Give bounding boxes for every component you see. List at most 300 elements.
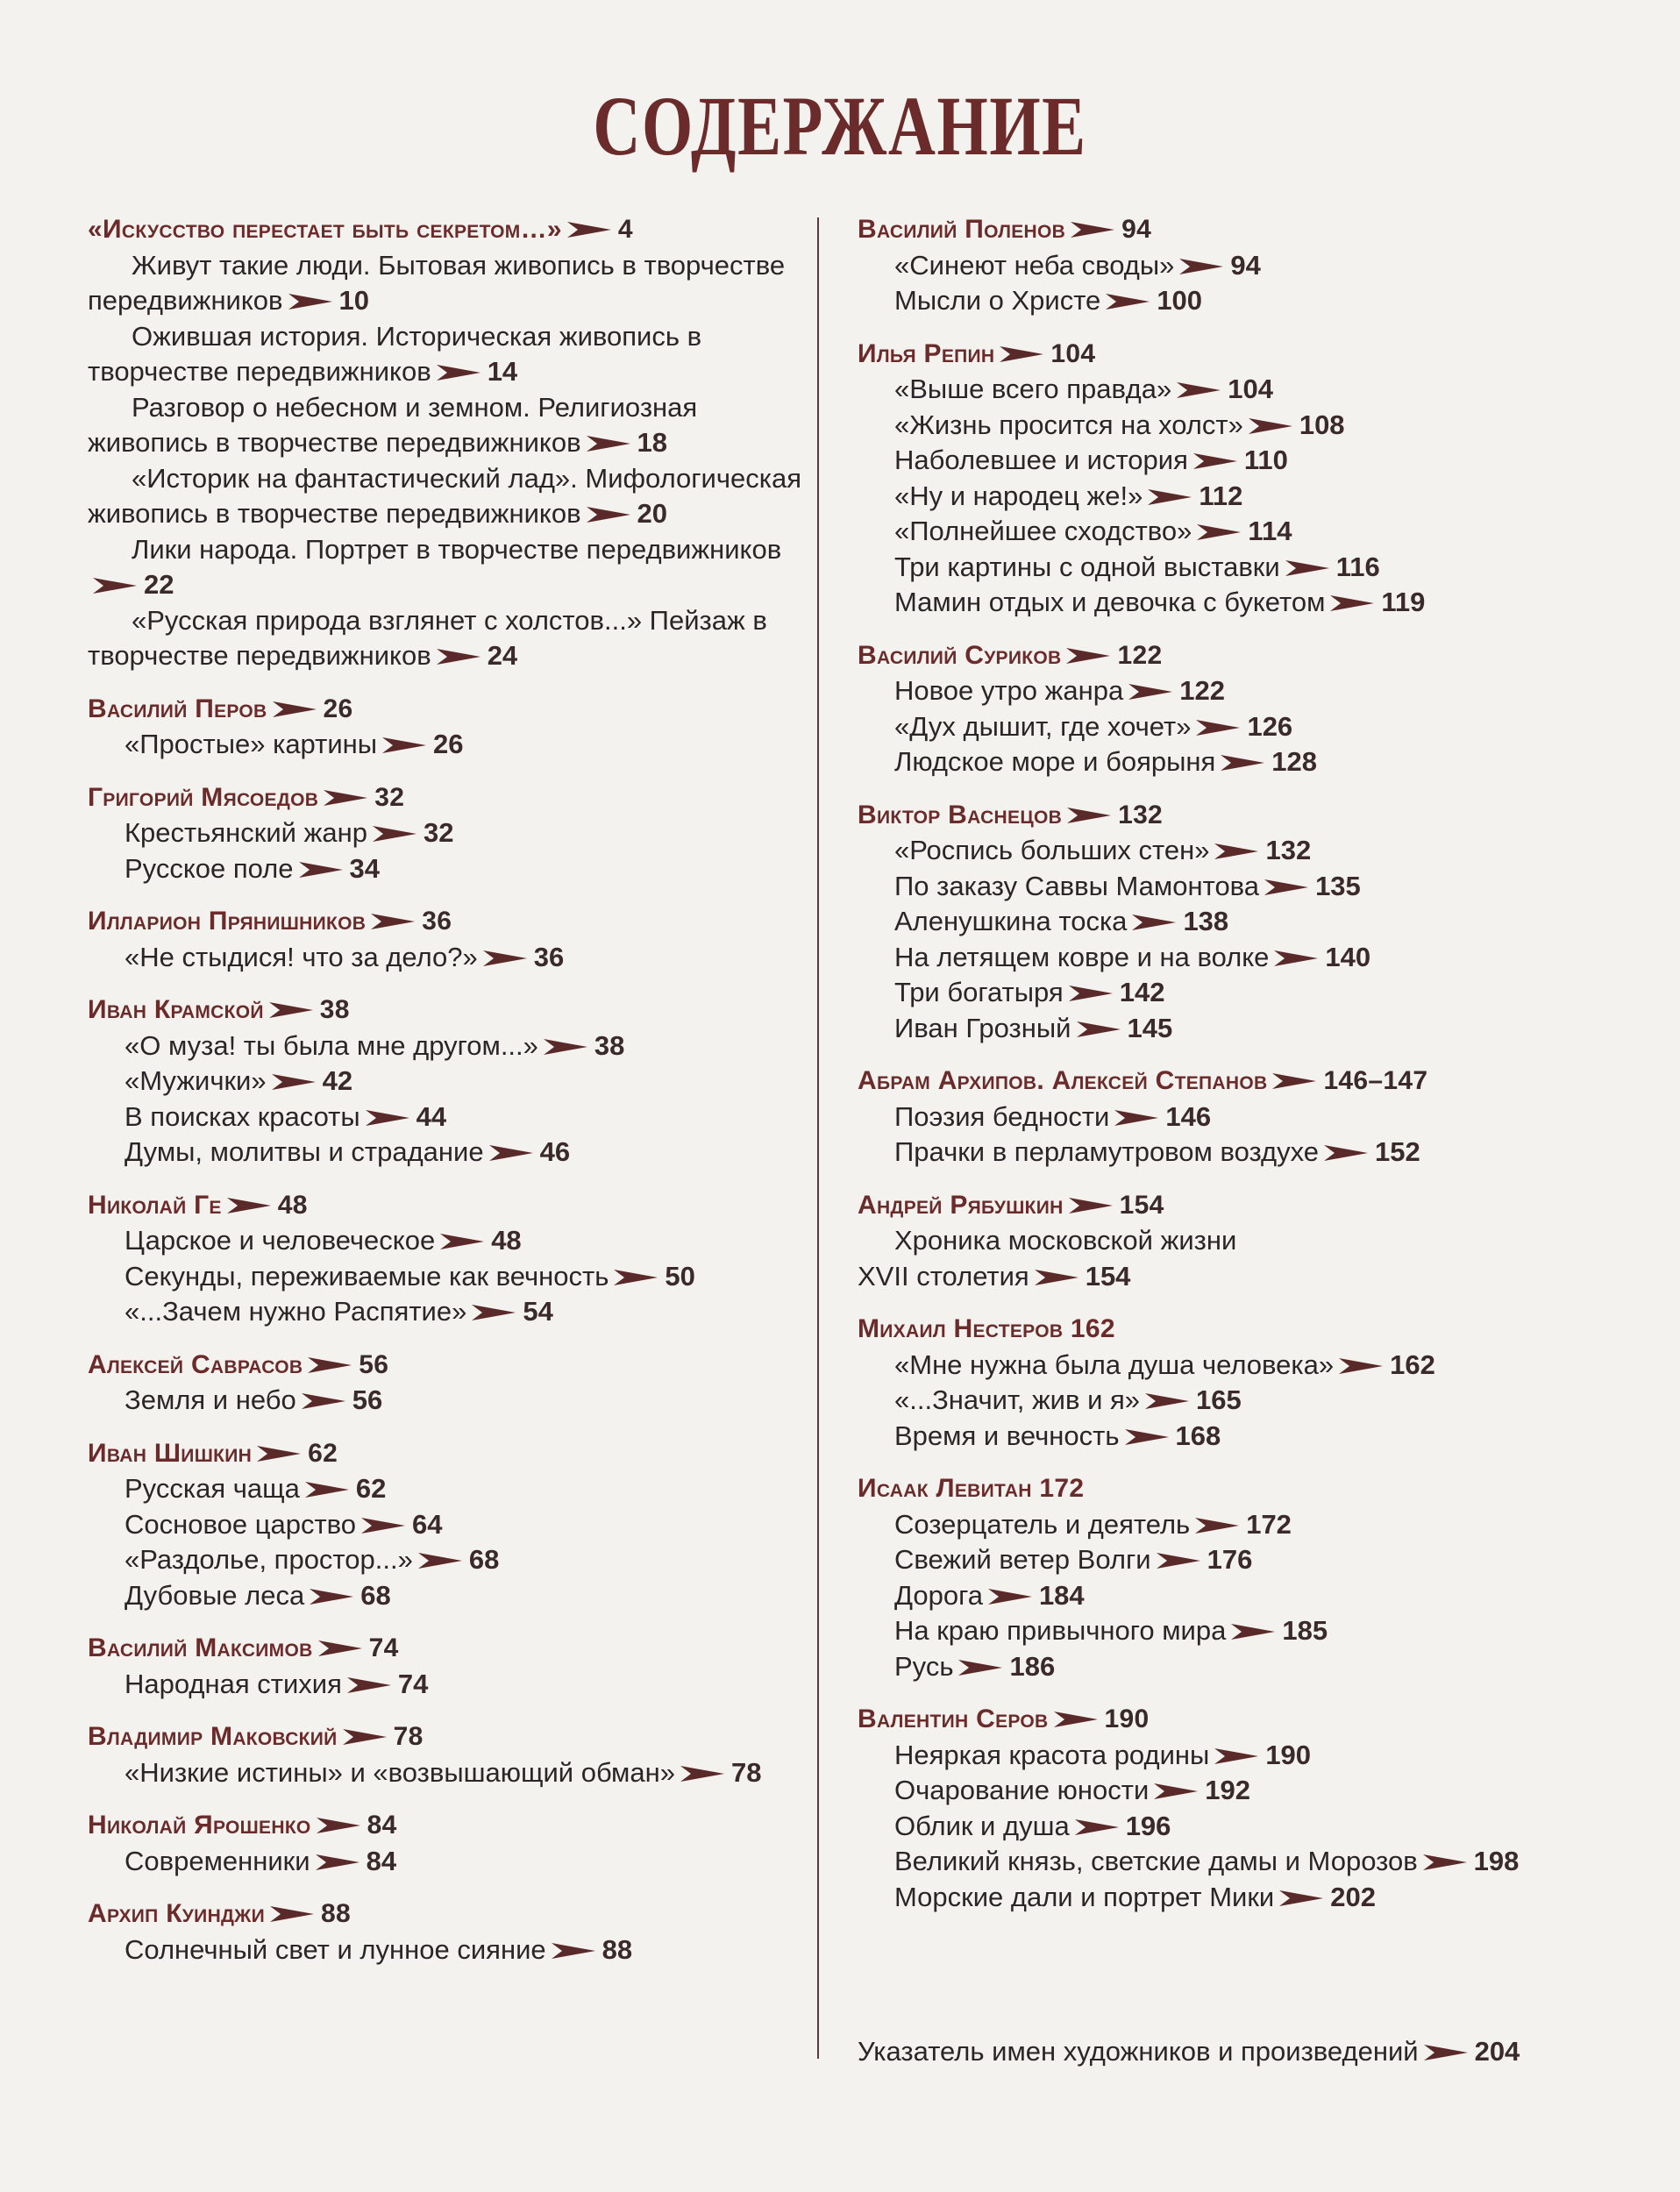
toc-entry[interactable]: [858, 248, 1620, 284]
arrowhead-icon: [373, 824, 416, 843]
page-number: 104: [1228, 374, 1273, 404]
page-number: 74: [397, 1668, 429, 1699]
toc-entry[interactable]: [88, 248, 815, 319]
page-number: 196: [1125, 1810, 1171, 1841]
arrowhead-icon: [587, 434, 630, 453]
toc-section-heading[interactable]: [858, 1312, 1620, 1348]
arrowhead-icon: [544, 1037, 587, 1057]
toc-section-heading[interactable]: [88, 1188, 815, 1224]
arrowhead-icon: [1272, 1071, 1316, 1091]
entry-title: Григорий Мясоедов: [88, 782, 319, 812]
arrowhead-icon: [288, 292, 332, 311]
page-number: 184: [1038, 1579, 1085, 1611]
arrowhead-icon: [587, 505, 630, 524]
arrowhead-icon: [308, 1356, 352, 1375]
toc-section: [88, 1348, 815, 1419]
toc-entry[interactable]: [88, 1383, 815, 1419]
toc-entry[interactable]: [88, 319, 815, 390]
toc-entry[interactable]: [858, 443, 1620, 479]
entry-title: Солнечный свет и лунное сияние: [125, 1933, 546, 1965]
page-number: 162: [1390, 1349, 1435, 1380]
page-number: 78: [393, 1722, 424, 1751]
entry-title: Три богатыря: [894, 977, 1064, 1007]
toc-section-heading[interactable]: [858, 638, 1620, 674]
page-number: 114: [1248, 516, 1292, 546]
toc-entry[interactable]: [858, 1880, 1620, 1916]
arrowhead-icon: [93, 576, 137, 595]
entry-title: Мамин отдых и девочка с букетом: [894, 587, 1326, 617]
entry-title: «Раздолье, простор...»: [125, 1544, 413, 1575]
arrowhead-icon: [1075, 1818, 1119, 1837]
entry-title: «Не стыдися! что за дело?»: [125, 941, 478, 972]
toc-entry[interactable]: [858, 975, 1620, 1011]
toc-section-heading[interactable]: [88, 1719, 815, 1755]
entry-title: Иван Крамской: [88, 995, 264, 1024]
toc-section-heading[interactable]: [858, 798, 1620, 834]
entry-title: Абрам Архипов. Алексей Степанов: [858, 1066, 1268, 1095]
toc-entry[interactable]: [858, 744, 1620, 780]
page-number: 176: [1207, 1544, 1253, 1575]
toc-entry[interactable]: [88, 532, 815, 603]
arrowhead-icon: [1071, 220, 1114, 239]
page-number: 100: [1157, 285, 1203, 316]
arrowhead-icon: [273, 700, 317, 719]
toc-entry[interactable]: [858, 1738, 1620, 1774]
page-number: 119: [1381, 587, 1426, 617]
entry-title: Аленушкина тоска: [894, 906, 1128, 936]
arrowhead-icon: [552, 1941, 595, 1961]
page-number: 146–147: [1323, 1066, 1428, 1095]
arrowhead-icon: [1339, 1356, 1383, 1376]
toc-entry[interactable]: [88, 1135, 815, 1171]
arrowhead-icon: [1035, 1268, 1078, 1287]
toc-section: [858, 1188, 1620, 1295]
entry-title: «Роспись больших стен»: [894, 835, 1210, 865]
entry-title: «...Значит, жив и я»: [894, 1384, 1141, 1415]
entry-title: На краю привычного мира: [894, 1615, 1227, 1646]
arrowhead-icon: [1106, 292, 1150, 311]
page-number: 128: [1271, 746, 1318, 777]
toc-entry[interactable]: [858, 1011, 1620, 1047]
arrowhead-icon: [1249, 416, 1292, 436]
entry-title: «Мужички»: [125, 1065, 267, 1096]
toc-entry[interactable]: [858, 283, 1620, 319]
page-number: 122: [1117, 640, 1163, 670]
entry-title: Царское и человеческое: [125, 1225, 436, 1256]
page-number: 94: [1121, 215, 1152, 244]
arrowhead-icon: [1197, 523, 1241, 542]
entry-title: Русская чаща: [125, 1473, 300, 1504]
page-number: 185: [1282, 1615, 1328, 1646]
entry-title: Очарование юности: [894, 1775, 1150, 1805]
toc-entry[interactable]: [858, 1773, 1620, 1809]
arrowhead-icon: [418, 1551, 462, 1570]
entry-title: «...Зачем нужно Распятие»: [125, 1296, 467, 1327]
arrowhead-icon: [1054, 1710, 1098, 1729]
page-number: 68: [360, 1579, 391, 1611]
toc-entry[interactable]: [88, 1294, 815, 1330]
entry-title: Василий Максимов: [88, 1633, 313, 1662]
entry-title: Дубовые леса: [125, 1579, 305, 1611]
toc-entry[interactable]: [858, 1649, 1620, 1685]
entry-title: Василий Перов: [88, 694, 267, 723]
entry-title: Наболевшее и история: [894, 445, 1188, 475]
toc-entry[interactable]: [88, 1100, 815, 1135]
toc-entry[interactable]: [858, 1613, 1620, 1649]
page-number: 74: [368, 1633, 399, 1662]
page-number: 34: [349, 852, 380, 884]
toc-entry[interactable]: [88, 1028, 815, 1064]
page-number: 116: [1335, 551, 1380, 582]
toc-entry[interactable]: [858, 1348, 1620, 1384]
entry-title: «Историк на фантастический лад». Мифологическая живопись в творчестве передвижников: [88, 462, 802, 529]
toc-column-right: [858, 212, 1620, 1932]
entry-title: «Синеют неба своды»: [894, 249, 1175, 281]
page-number: 132: [1118, 800, 1164, 829]
arrowhead-icon: [316, 1853, 359, 1872]
toc-section: [858, 1064, 1620, 1171]
toc-entry[interactable]: [858, 1844, 1620, 1880]
page-title: СОДЕРЖАНИЕ: [593, 79, 1087, 173]
toc-entry[interactable]: [88, 461, 815, 532]
page-number: 154: [1085, 1260, 1131, 1292]
arrowhead-icon: [1000, 345, 1043, 364]
page-number: 46: [539, 1136, 571, 1167]
page-number: 145: [1127, 1012, 1173, 1043]
page-number: 94: [1230, 249, 1261, 281]
entry-title: Русь: [894, 1650, 954, 1682]
toc-entry[interactable]: [858, 1419, 1620, 1455]
entry-title: Владимир Маковский: [88, 1722, 338, 1751]
entry-title: Лики народа. Портрет в творчестве передвижников: [132, 533, 782, 565]
arrowhead-icon: [680, 1764, 724, 1783]
page-number: 50: [665, 1260, 695, 1292]
toc-entry[interactable]: [88, 390, 815, 461]
toc-entry[interactable]: [88, 1064, 815, 1100]
toc-entry[interactable]: [858, 1223, 1620, 1259]
page-number: 104: [1050, 338, 1096, 368]
toc-section-heading[interactable]: [858, 1471, 1620, 1507]
page-number: 38: [594, 1029, 625, 1061]
page-number: 38: [319, 995, 350, 1024]
page-number: 22: [144, 569, 174, 600]
toc-entry[interactable]: [858, 1542, 1620, 1578]
toc-entry[interactable]: [858, 479, 1620, 515]
arrowhead-icon: [1148, 488, 1192, 507]
page-number: 190: [1265, 1739, 1312, 1770]
entry-title: Разговор о небесном и земном. Религиозная живопись в творчестве передвижников: [88, 391, 698, 458]
toc-entry[interactable]: [88, 1578, 815, 1614]
toc-entry[interactable]: [858, 1809, 1620, 1845]
page-number: 152: [1375, 1136, 1420, 1167]
entry-title: Иван Грозный: [894, 1012, 1071, 1043]
page-number: 48: [491, 1225, 522, 1256]
arrowhead-icon: [1128, 682, 1172, 701]
entry-title: В поисках красоты: [125, 1100, 360, 1132]
toc-section-heading[interactable]: [858, 1064, 1620, 1100]
arrowhead-icon: [361, 1516, 405, 1535]
entry-title: Андрей Рябушкин: [858, 1190, 1064, 1220]
page-number: 42: [322, 1065, 353, 1096]
entry-title: Созерцатель и деятель: [894, 1508, 1191, 1540]
entry-title: Николай Ярошенко: [88, 1811, 311, 1840]
entry-title: «Полнейшее сходство»: [894, 516, 1192, 546]
entry-title: Время и вечность: [894, 1420, 1120, 1451]
toc-entry[interactable]: [88, 1223, 815, 1259]
page-number: 62: [308, 1438, 338, 1468]
column-divider: [817, 217, 819, 2059]
arrowhead-icon: [371, 912, 415, 931]
entry-title: Валентин Серов: [858, 1704, 1049, 1733]
arrowhead-icon: [567, 220, 611, 239]
toc-entry[interactable]: [88, 603, 815, 674]
arrowhead-icon: [1114, 1108, 1158, 1128]
arrowhead-icon: [1214, 1747, 1258, 1766]
arrowhead-icon: [324, 788, 367, 808]
entry-title: Думы, молитвы и страдание: [125, 1136, 484, 1167]
page-number: 204: [1474, 2036, 1520, 2067]
toc-section: [88, 993, 815, 1171]
toc-entry[interactable]: [858, 709, 1620, 745]
page-number: 202: [1330, 1881, 1376, 1912]
toc-section: [858, 1471, 1620, 1684]
page-number: 112: [1199, 480, 1243, 511]
arrowhead-icon: [1324, 1143, 1368, 1163]
arrowhead-icon: [1285, 559, 1329, 578]
page-number: 62: [355, 1473, 387, 1504]
page-number: 10: [338, 285, 369, 316]
page-number: 24: [487, 640, 518, 671]
toc-entry[interactable]: [88, 1471, 815, 1507]
toc-entry[interactable]: [88, 851, 815, 887]
arrowhead-icon: [489, 1143, 533, 1163]
page-number: 4: [617, 215, 633, 244]
entry-title: Василий Поленов: [858, 215, 1066, 244]
toc-section-heading[interactable]: [88, 1348, 815, 1384]
toc-entry[interactable]: [88, 1259, 815, 1295]
arrowhead-icon: [1221, 753, 1264, 772]
arrowhead-icon: [1279, 1889, 1323, 1908]
page-number: 84: [366, 1845, 397, 1876]
arrowhead-icon: [437, 647, 481, 666]
toc-section-heading[interactable]: [88, 1631, 815, 1667]
entry-title: Свежий ветер Волги: [894, 1544, 1151, 1575]
toc-entry[interactable]: [858, 1578, 1620, 1614]
entry-title: Николай Ге: [88, 1190, 222, 1220]
toc-entry[interactable]: [858, 869, 1620, 905]
toc-entry[interactable]: [858, 372, 1620, 408]
page-number: 172: [1246, 1508, 1292, 1540]
toc-entry[interactable]: [858, 1100, 1620, 1135]
toc-section-heading[interactable]: [858, 1188, 1620, 1224]
page-number: 54: [523, 1296, 553, 1327]
entry-title: Дорога: [894, 1579, 983, 1611]
toc-entry[interactable]: [858, 833, 1620, 869]
page-number: 186: [1009, 1650, 1056, 1682]
page-number: 154: [1119, 1190, 1164, 1220]
arrowhead-icon: [1125, 1427, 1169, 1447]
arrowhead-icon: [1145, 1391, 1189, 1411]
arrowhead-icon: [305, 1480, 349, 1499]
toc-index-entry[interactable]: [858, 2034, 1520, 2070]
entry-title: «Жизнь просится на холст»: [894, 409, 1243, 440]
entry-title: Облик и душа: [894, 1810, 1070, 1841]
toc-entry[interactable]: [858, 1383, 1620, 1419]
toc-section: [88, 1436, 815, 1614]
toc-entry[interactable]: [858, 904, 1620, 940]
arrowhead-icon: [227, 1196, 271, 1215]
entry-title: Виктор Васнецов: [858, 800, 1063, 829]
toc-section-heading[interactable]: [88, 1436, 815, 1472]
toc-section: [88, 1897, 815, 1968]
page-number: 26: [433, 729, 464, 759]
toc-entry[interactable]: [858, 1135, 1620, 1171]
page-number: 20: [637, 498, 668, 529]
arrowhead-icon: [269, 1000, 313, 1020]
entry-title: Сосновое царство: [125, 1508, 356, 1540]
arrowhead-icon: [1154, 1782, 1198, 1801]
arrowhead-icon: [1195, 1516, 1239, 1535]
arrowhead-icon: [302, 1391, 345, 1411]
page-number: 135: [1315, 870, 1361, 901]
arrowhead-icon: [382, 736, 426, 755]
toc-section: [88, 780, 815, 887]
entry-title: Три картины с одной выставки: [894, 551, 1280, 582]
arrowhead-icon: [343, 1727, 387, 1747]
toc-entry[interactable]: [88, 1667, 815, 1703]
page-number: 44: [416, 1100, 447, 1132]
entry-title: Исаак Левитан 172: [858, 1474, 1085, 1503]
entry-title: По заказу Саввы Мамонтова: [894, 870, 1260, 901]
toc-column-left: [88, 212, 815, 1985]
entry-title: Секунды, переживаемые как вечность: [125, 1260, 609, 1292]
page-number: 18: [637, 427, 668, 458]
entry-title: Ожившая история. Историческая живопись в творчестве передвижников: [88, 320, 702, 387]
toc-section-heading[interactable]: [88, 692, 815, 728]
page-number: 132: [1265, 835, 1312, 865]
arrowhead-icon: [1423, 1853, 1467, 1872]
arrowhead-icon: [440, 1232, 484, 1251]
page-number: 84: [367, 1811, 397, 1840]
toc-section-heading[interactable]: [88, 1808, 815, 1844]
entry-title: «Мне нужна была душа человека»: [894, 1349, 1335, 1380]
toc-entry[interactable]: [88, 1542, 815, 1578]
arrowhead-icon: [958, 1658, 1002, 1677]
toc-section-heading[interactable]: [88, 212, 815, 248]
page-number: 88: [320, 1899, 351, 1928]
page-number: 36: [422, 907, 452, 936]
entry-title: Прачки в перламутровом воздухе: [894, 1136, 1319, 1167]
toc-entry[interactable]: [858, 1259, 1620, 1295]
page-number: 32: [423, 817, 454, 848]
entry-title: «Ну и народец же!»: [894, 480, 1143, 511]
toc-entry[interactable]: [88, 1844, 815, 1880]
entry-title: «Выше всего правда»: [894, 374, 1172, 404]
toc-section: [88, 1719, 815, 1790]
entry-title: Великий князь, светские дамы и Морозов: [894, 1846, 1418, 1876]
arrowhead-icon: [318, 1639, 362, 1658]
toc-section-heading[interactable]: [88, 993, 815, 1028]
arrowhead-icon: [1157, 1551, 1200, 1570]
toc-section-heading[interactable]: [858, 1702, 1620, 1738]
toc-entry[interactable]: [88, 1932, 815, 1968]
toc-section-heading[interactable]: [858, 212, 1620, 248]
arrowhead-icon: [1330, 594, 1374, 613]
toc-entry[interactable]: [88, 1507, 815, 1543]
toc-section: [858, 1702, 1620, 1915]
toc-section-heading[interactable]: [88, 904, 815, 940]
arrowhead-icon: [988, 1587, 1032, 1606]
entry-title: Алексей Саврасов: [88, 1349, 303, 1379]
entry-title: «О муза! ты была мне другом...»: [125, 1029, 538, 1061]
entry-title: Современники: [125, 1845, 310, 1876]
arrowhead-icon: [347, 1676, 391, 1695]
page-number: 138: [1183, 906, 1229, 936]
toc-entry[interactable]: [88, 940, 815, 976]
arrowhead-icon: [317, 1816, 360, 1835]
toc-entry[interactable]: [858, 550, 1620, 586]
arrowhead-icon: [437, 363, 481, 382]
page-number: 168: [1175, 1420, 1221, 1451]
toc-section: [88, 1188, 815, 1330]
entry-title: Михаил Нестеров 162: [858, 1314, 1115, 1343]
entry-title: Илья Репин: [858, 338, 995, 368]
entry-title: Хроника московской жизни: [894, 1225, 1237, 1256]
toc-entry[interactable]: [858, 940, 1620, 976]
toc-section: [88, 904, 815, 975]
page-number: 14: [487, 356, 518, 387]
page-number: 78: [730, 1756, 762, 1788]
entry-title: Земля и небо: [125, 1384, 296, 1415]
toc-section-heading[interactable]: [88, 780, 815, 816]
toc-section: [858, 212, 1620, 319]
entry-title: Живут такие люди. Бытовая живопись в творчестве передвижников: [88, 249, 786, 316]
entry-title: Русское поле: [125, 852, 294, 884]
toc-entry[interactable]: [858, 673, 1620, 709]
arrowhead-icon: [1264, 878, 1308, 897]
entry-title: На летящем ковре и на волке: [894, 941, 1270, 972]
entry-title: Архип Куинджи: [88, 1899, 265, 1928]
page-number: 192: [1205, 1775, 1250, 1805]
toc-entry[interactable]: [88, 1755, 815, 1791]
entry-title: Морские дали и портрет Мики: [894, 1881, 1275, 1912]
entry-title: Илларион Прянишников: [88, 907, 367, 936]
entry-title: Народная стихия: [125, 1668, 342, 1699]
page-number: 140: [1325, 941, 1371, 972]
toc-section: [858, 1312, 1620, 1454]
arrowhead-icon: [1179, 257, 1223, 276]
arrowhead-icon: [366, 1108, 409, 1128]
toc-entry[interactable]: [858, 1507, 1620, 1543]
toc-entry[interactable]: [88, 815, 815, 851]
entry-title: Крестьянский жанр: [125, 817, 367, 848]
toc-section-heading[interactable]: [88, 1897, 815, 1932]
toc-entry[interactable]: [858, 514, 1620, 550]
toc-section-heading[interactable]: [858, 337, 1620, 373]
toc-entry[interactable]: [858, 585, 1620, 621]
page-number: 165: [1196, 1384, 1242, 1415]
page-number: 32: [374, 782, 405, 812]
entry-title: «Дух дышит, где хочет»: [894, 710, 1192, 742]
page-number: 142: [1119, 977, 1165, 1007]
toc-entry[interactable]: [858, 408, 1620, 444]
arrowhead-icon: [1424, 2043, 1468, 2062]
entry-title: «Русская природа взглянет с холстов...» Пейзаж в творчестве передвижников: [88, 604, 767, 671]
toc-section: [858, 638, 1620, 780]
entry-title: Людское море и боярыня: [894, 746, 1216, 777]
toc-entry[interactable]: [88, 727, 815, 763]
page-number: 198: [1473, 1846, 1520, 1876]
